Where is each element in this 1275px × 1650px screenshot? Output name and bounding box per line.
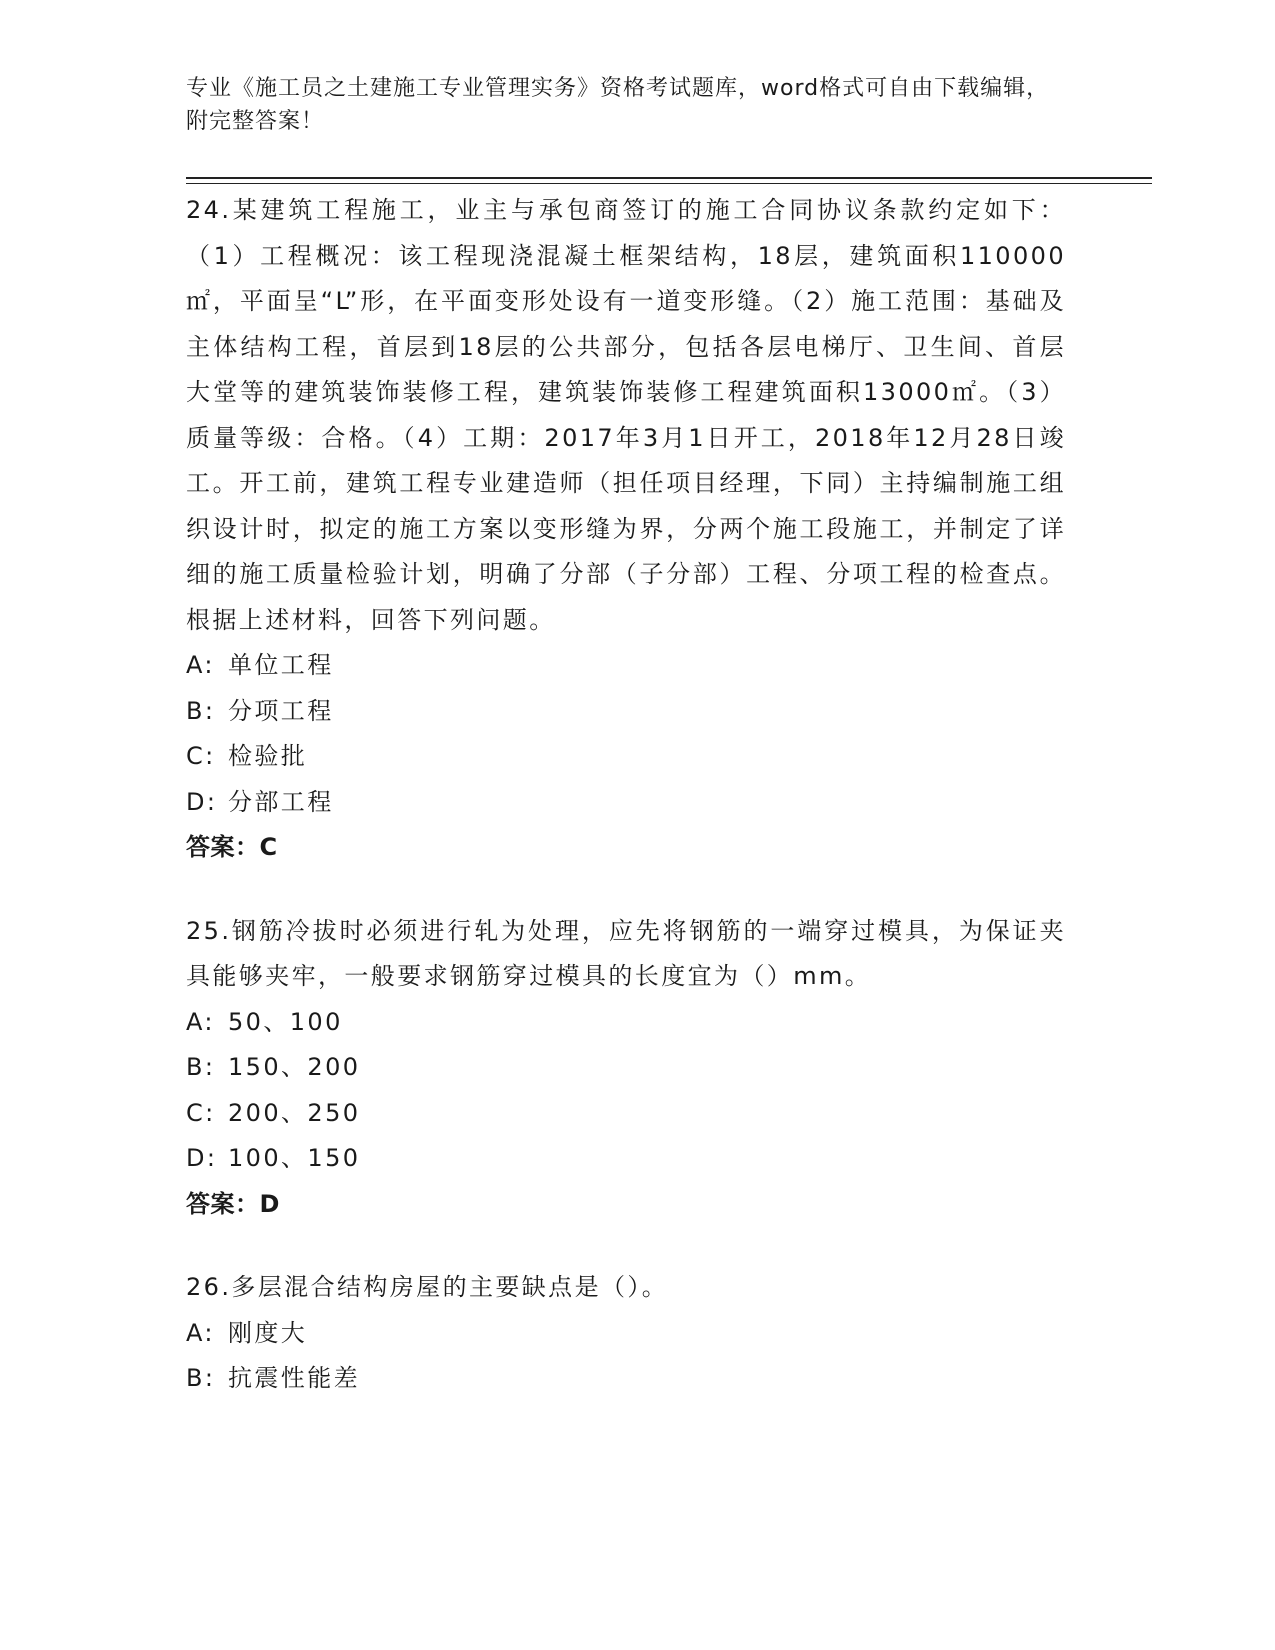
option-d xyxy=(186,780,1066,826)
question-24 xyxy=(186,188,1066,871)
option-key: A: xyxy=(186,1318,215,1347)
option-text: 50、100 xyxy=(228,1007,343,1036)
option-key: C: xyxy=(186,1098,216,1127)
header-rule-thin xyxy=(186,183,1152,184)
option-c xyxy=(186,1091,1066,1137)
header-rule-thick xyxy=(186,177,1152,179)
option-key: D: xyxy=(186,1144,218,1172)
option-key: A: xyxy=(186,651,215,679)
question-stem: 24.某建筑工程施工，业主与承包商签订的施工合同协议条款约定如下：（1）工程概况：该工程现浇混凝土框架结构，18层，建筑面积110000㎡，平面呈“L”形，在平面变形处设有一道变形缝。（2）施工范围：基础及主体结构工程，首层到18层的公共部分，包括各层电梯厅、卫生间、首层大堂等的建筑装饰装修工程，建筑装饰装修工程建筑面积13000㎡。（3）质量等级：合格。（4）工期：2017年3月1日开工，2018年12月28日竣工。开工前，建筑工程专业建造师（担任项目经理，下同）主持编制施工组织设计时，拟定的施工方案以变形缝为界，分两个施工段施工，并制定了详细的施工质量检验计划，明确了分部（子分部）工程、分项工程的检查点。根据上述材料，回答下列问题。 xyxy=(186,196,1066,634)
question-stem: 25.钢筋冷拔时必须进行轧为处理，应先将钢筋的一端穿过模具，为保证夹具能够夹牢，一般要求钢筋穿过模具的长度宜为（）mm。 xyxy=(186,916,1066,990)
answer-text: 答案：D xyxy=(186,1189,280,1218)
option-a xyxy=(186,1311,1066,1357)
option-a xyxy=(186,643,1066,689)
option-text: 分项工程 xyxy=(228,696,334,725)
option-b xyxy=(186,689,1066,735)
document-header: 专业《施工员之土建施工专业管理实务》资格考试题库，word格式可自由下载编辑，附完整答案！ xyxy=(186,76,1050,134)
option-key: B: xyxy=(186,696,216,725)
option-key: B: xyxy=(186,1053,216,1081)
option-text: 分部工程 xyxy=(228,787,334,816)
option-text: 抗震性能差 xyxy=(228,1364,360,1392)
question-26 xyxy=(186,1265,1066,1402)
option-text: 单位工程 xyxy=(228,651,334,679)
answer-text: 答案：C xyxy=(186,833,278,861)
option-b xyxy=(186,1356,1066,1402)
question-25 xyxy=(186,909,1066,1228)
option-text: 200、250 xyxy=(228,1098,361,1127)
option-text: 150、200 xyxy=(228,1053,361,1081)
option-key: D: xyxy=(186,787,218,816)
option-c xyxy=(186,734,1066,780)
option-text: 刚度大 xyxy=(228,1318,308,1347)
question-list xyxy=(186,188,1066,1440)
option-d xyxy=(186,1136,1066,1182)
option-key: B: xyxy=(186,1364,216,1392)
question-stem: 26.多层混合结构房屋的主要缺点是（）。 xyxy=(186,1273,669,1301)
option-key: C: xyxy=(186,742,216,770)
option-a xyxy=(186,1000,1066,1046)
option-b xyxy=(186,1045,1066,1091)
option-text: 100、150 xyxy=(228,1144,361,1172)
option-text: 检验批 xyxy=(228,742,308,770)
option-key: A: xyxy=(186,1007,215,1036)
